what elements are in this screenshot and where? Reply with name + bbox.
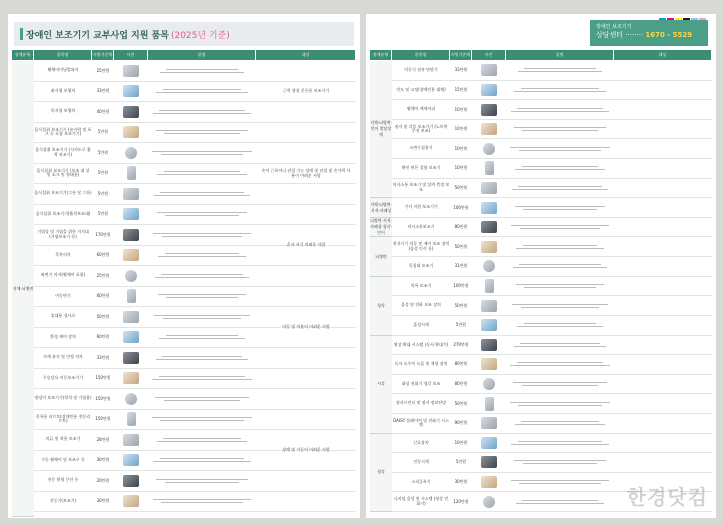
item-description xyxy=(148,348,256,368)
item-photo xyxy=(114,166,148,180)
support-amount: 5만원 xyxy=(97,149,109,155)
support-amount: 15만원 xyxy=(454,86,468,92)
item-description xyxy=(148,430,256,450)
item-name: 음성 및 전화 보조 장치 xyxy=(401,302,441,308)
item-description xyxy=(506,81,614,100)
item-photo xyxy=(114,495,148,507)
page-title xyxy=(14,28,230,41)
support-amount: 100만원 xyxy=(453,204,469,210)
item-photo-image xyxy=(125,147,137,159)
item-photo-image xyxy=(125,270,137,282)
item-description xyxy=(506,100,614,119)
target-description: 혼자 서기 어려운 사람 xyxy=(286,242,326,248)
item-description xyxy=(506,277,614,296)
header-accent-bar xyxy=(20,28,23,40)
item-name: 점자프린터 및 점자 정보단말 xyxy=(395,400,447,406)
support-amount: 50만원 xyxy=(454,243,468,249)
item-photo-image xyxy=(483,260,495,272)
item-description xyxy=(148,410,256,430)
table-row xyxy=(392,394,712,414)
item-photo xyxy=(472,260,506,272)
col-description: 설명 xyxy=(148,50,256,60)
support-amount: 50만원 xyxy=(454,184,468,190)
item-photo xyxy=(472,378,506,390)
item-photo-image xyxy=(481,339,497,351)
category-cell: 지체·뇌병변 xyxy=(12,61,34,517)
item-photo xyxy=(114,372,148,384)
support-amount: 50만원 xyxy=(96,313,110,319)
item-photo-image xyxy=(123,106,139,118)
item-photo xyxy=(472,143,506,155)
item-name: 수동 휠체어 및 보조구 등 xyxy=(41,456,85,462)
support-amount: 33만원 xyxy=(96,88,110,94)
item-photo xyxy=(114,289,148,303)
item-name: 목지형 보행차 xyxy=(50,108,76,114)
support-amount: 60만원 xyxy=(96,252,110,258)
item-description xyxy=(148,328,256,348)
item-photo xyxy=(114,434,148,446)
support-amount: 5만원 xyxy=(97,211,109,217)
item-description xyxy=(506,179,614,198)
item-photo xyxy=(472,339,506,351)
support-amount: 60만원 xyxy=(96,293,110,299)
table-row xyxy=(392,120,712,140)
item-photo-image xyxy=(123,188,139,200)
table-row xyxy=(392,434,712,454)
item-description xyxy=(148,82,256,102)
table-row xyxy=(392,257,712,277)
support-amount: 150만원 xyxy=(95,416,111,422)
item-photo xyxy=(472,202,506,214)
item-name: 전자기기 작동 및 제어 보조 장치 (음성 인식 등) xyxy=(392,241,450,251)
support-amount: 80만원 xyxy=(454,361,468,367)
left-table-body xyxy=(12,61,356,512)
table-row xyxy=(392,336,712,356)
item-photo-image xyxy=(127,412,136,426)
item-description xyxy=(506,414,614,433)
support-amount: 5만원 xyxy=(97,170,109,176)
col-photo: 사진 xyxy=(114,50,148,60)
item-name: 음식섭취 보조기기(흡착보조대) xyxy=(35,210,91,216)
left-table-header xyxy=(12,50,356,60)
item-name: 목침대 보조기 xyxy=(408,263,434,269)
table-row xyxy=(392,100,712,120)
item-description xyxy=(506,473,614,492)
support-amount: 80만원 xyxy=(454,224,468,230)
item-photo-image xyxy=(123,434,139,446)
item-photo-image xyxy=(123,126,139,138)
item-description xyxy=(506,296,614,315)
item-photo-image xyxy=(481,84,497,96)
item-name: 좌식형 보행차 xyxy=(50,87,76,93)
item-name: 기립틀 및 기립을 위한 지지대 (기립보조기 등) xyxy=(37,229,89,239)
item-description xyxy=(148,225,256,245)
item-description xyxy=(148,143,256,163)
item-name: 휴대용 경사로 xyxy=(50,313,76,319)
col-disability-type: 장애유형 xyxy=(370,50,392,60)
item-description xyxy=(506,434,614,453)
item-photo xyxy=(472,456,506,468)
category-cell: 뇌병변·지적·자폐성·청각·언어 xyxy=(370,218,392,238)
consult-center-line1: 장애인 보조기기 xyxy=(596,24,632,30)
item-photo-image xyxy=(123,495,139,507)
item-photo-image xyxy=(481,221,497,233)
support-amount: 10만원 xyxy=(454,126,468,132)
item-photo xyxy=(472,123,506,135)
item-photo xyxy=(114,106,148,118)
item-name: 의사소통 보조기 및 압력 측정 보조 xyxy=(392,182,450,192)
table-row xyxy=(392,159,712,179)
support-amount: 33만원 xyxy=(96,354,110,360)
item-photo-image xyxy=(123,372,139,384)
item-name: 음성시계 xyxy=(413,321,429,327)
support-amount: 10만원 xyxy=(454,165,468,171)
item-description xyxy=(148,246,256,266)
table-row xyxy=(392,316,712,336)
item-photo xyxy=(114,412,148,426)
item-description xyxy=(148,287,256,307)
item-name: 엉덩이 보조기기(착석 및 기립용) xyxy=(34,395,92,401)
support-amount: 80만원 xyxy=(454,381,468,387)
item-name: 화상 전화기 청각 보조 xyxy=(401,380,441,386)
item-description xyxy=(506,316,614,335)
col-photo: 사진 xyxy=(472,50,506,60)
support-amount: 10만원 xyxy=(454,106,468,112)
item-photo xyxy=(114,393,148,405)
item-description xyxy=(506,139,614,158)
item-photo-image xyxy=(127,166,136,180)
left-page-header xyxy=(14,22,354,46)
left-support-table xyxy=(12,50,356,512)
item-photo-image xyxy=(481,202,497,214)
item-photo xyxy=(114,229,148,241)
item-photo-image xyxy=(485,279,494,293)
support-amount: 10만원 xyxy=(454,439,468,445)
item-description xyxy=(148,164,256,184)
item-description xyxy=(506,120,614,139)
item-description xyxy=(506,375,614,394)
item-photo-image xyxy=(125,393,137,405)
category-cell: 뇌병변 xyxy=(370,237,392,276)
item-name: 확인 버튼 결합 보조기 xyxy=(401,165,441,171)
item-photo-image xyxy=(481,104,497,116)
item-name: 각도 및 고정(장애인용 대체) xyxy=(396,86,446,92)
support-amount: 10만원 xyxy=(454,145,468,151)
item-photo xyxy=(114,85,148,97)
item-name: 환경 제어 장치 xyxy=(50,333,76,339)
item-description xyxy=(506,198,614,217)
item-photo xyxy=(114,208,148,220)
support-amount: 150만원 xyxy=(95,375,111,381)
item-photo xyxy=(114,249,148,261)
item-photo xyxy=(472,358,506,370)
item-photo-image xyxy=(123,352,139,364)
item-photo xyxy=(114,65,148,77)
table-row xyxy=(392,375,712,395)
item-photo-image xyxy=(481,300,497,312)
page-title-text: 장애인 보조기기 교부사업 지원 품목 xyxy=(26,30,169,41)
item-photo xyxy=(472,437,506,449)
item-photo xyxy=(114,270,148,282)
col-support-amount: 지원기준액 xyxy=(92,50,114,60)
item-photo xyxy=(472,104,506,116)
item-name: 음식섭취 보조기기 (식사도구 흡착 보조기) xyxy=(35,147,91,157)
item-name: 좌변기 의자(휠체어 포함) xyxy=(40,272,86,278)
item-name: 목욕의자 xyxy=(55,251,71,257)
item-description xyxy=(148,61,256,81)
table-row xyxy=(392,61,712,81)
support-amount: 30만원 xyxy=(96,457,110,463)
item-photo xyxy=(114,188,148,200)
target-description: 근력 향상 운동용 보조기기 xyxy=(282,88,330,94)
item-description xyxy=(506,159,614,178)
item-photo xyxy=(114,311,148,323)
table-row xyxy=(392,296,712,316)
item-description xyxy=(148,266,256,286)
item-description xyxy=(506,336,614,355)
support-amount: 31만원 xyxy=(454,263,468,269)
table-row xyxy=(392,414,712,434)
item-description xyxy=(148,369,256,389)
col-target: 대상 xyxy=(614,50,712,60)
item-photo-image xyxy=(127,289,136,303)
item-photo-image xyxy=(483,496,495,508)
item-photo xyxy=(472,161,506,175)
item-photo xyxy=(472,241,506,253)
item-name: 의사소통보조기 xyxy=(407,223,435,229)
item-photo-image xyxy=(483,143,495,155)
item-photo-image xyxy=(481,64,497,76)
item-photo-image xyxy=(485,397,494,411)
support-amount: 5만원 xyxy=(97,129,109,135)
table-row xyxy=(392,179,712,199)
support-amount: 170만원 xyxy=(95,231,111,237)
item-photo-image xyxy=(481,437,497,449)
right-table-header xyxy=(370,50,712,60)
consult-center-box xyxy=(590,20,708,46)
item-description xyxy=(148,184,256,204)
item-photo-image xyxy=(481,182,497,194)
support-amount: 120만원 xyxy=(453,498,469,504)
table-row xyxy=(392,218,712,238)
item-photo xyxy=(114,331,148,343)
item-photo xyxy=(472,417,506,429)
item-photo-image xyxy=(123,208,139,220)
item-name: 목욕용 리프트(장애인용 전동리프트) xyxy=(35,413,91,424)
item-photo-image xyxy=(123,229,139,241)
item-name: 휠체어 액세서리 xyxy=(406,106,436,112)
col-item-name: 품목명 xyxy=(392,50,450,60)
category-cell: 지체·뇌병변·언어 발달장애 xyxy=(370,61,392,198)
right-page xyxy=(366,14,716,518)
item-photo xyxy=(472,496,506,508)
right-table-body xyxy=(370,61,712,512)
item-description xyxy=(148,451,256,471)
item-photo-image xyxy=(123,85,139,97)
page-title-year: (2025년 기준) xyxy=(170,30,230,41)
item-photo xyxy=(472,300,506,312)
item-photo-image xyxy=(481,241,497,253)
item-name: 휠체어미닛발퇴자 xyxy=(47,67,79,73)
support-amount: 5만원 xyxy=(97,190,109,196)
support-amount: 30만원 xyxy=(454,479,468,485)
item-description xyxy=(148,389,256,409)
item-name: 디지털 음성 및 시스템 (영상 전화기) xyxy=(393,496,449,506)
item-photo xyxy=(472,221,506,233)
item-description xyxy=(506,394,614,413)
support-amount: 33만원 xyxy=(454,67,468,73)
table-row xyxy=(392,355,712,375)
item-name: 진동시계 xyxy=(413,459,429,465)
support-amount: 50만원 xyxy=(454,302,468,308)
support-amount: 25만원 xyxy=(96,272,110,278)
item-photo xyxy=(114,126,148,138)
support-amount: 270만원 xyxy=(453,341,469,347)
support-amount: 30만원 xyxy=(96,498,110,504)
item-photo xyxy=(472,279,506,293)
support-amount: 50만원 xyxy=(454,400,468,406)
support-amount: 5만원 xyxy=(455,322,467,328)
table-row xyxy=(392,81,712,101)
support-amount: 90만원 xyxy=(454,420,468,426)
item-description xyxy=(506,61,614,80)
table-row xyxy=(392,453,712,473)
watermark: 한경닷컴 xyxy=(626,485,708,509)
item-name: 소변수집용기 xyxy=(409,145,433,151)
item-description xyxy=(506,355,614,374)
table-row xyxy=(392,139,712,159)
item-photo-image xyxy=(485,161,494,175)
item-name: 의류 및 착용 보조기 xyxy=(45,436,81,442)
target-description: 손이 근육이나 관절 기능 장애 및 관절 및 손가락 사용이 어려운 사람 xyxy=(261,167,351,178)
item-name: 소리증폭기 xyxy=(411,478,431,484)
item-name: 신호장치 xyxy=(413,439,429,445)
item-photo xyxy=(114,352,148,364)
category-cell: 청각 xyxy=(370,277,392,336)
consult-center-label: 상담센터 xyxy=(596,31,624,39)
item-name: 점자 및 각종 보조기기 (노트북 무선 보조) xyxy=(394,123,448,134)
item-name: DAISY 플레이어 및 전화기 시스템 xyxy=(393,417,449,428)
item-photo-image xyxy=(483,378,495,390)
item-name: 진동기(보조기) xyxy=(49,497,77,503)
item-description xyxy=(148,307,256,327)
item-description xyxy=(506,237,614,256)
consult-center-phone: 1670 - 5529 xyxy=(645,31,693,39)
item-name: 독서 도우미 녹음 및 재생 장치 xyxy=(394,361,448,367)
item-photo-image xyxy=(481,123,497,135)
item-name: 음식섭취 보조기기(그릇 및 그릇) xyxy=(34,190,92,196)
item-name: 이동변기 xyxy=(55,292,71,298)
item-photo xyxy=(472,476,506,488)
right-support-table xyxy=(370,50,712,512)
support-amount: 28만원 xyxy=(96,436,110,442)
item-photo-image xyxy=(123,311,139,323)
item-photo-image xyxy=(481,456,497,468)
target-description: 이동 및 이용이 어려운 사람 xyxy=(282,324,330,330)
support-amount: 150만원 xyxy=(95,395,111,401)
item-name: 영상 확대 시스템 (독서 확대기) xyxy=(393,341,449,347)
category-cell: 지체·뇌병변·지적·자폐성 xyxy=(370,198,392,218)
table-row xyxy=(392,277,712,297)
consult-center-line2: 상담센터 ········ 1670 - 5529 xyxy=(596,31,693,39)
category-cell: 청각 xyxy=(370,434,392,512)
item-name: 음식섭취 보조기기 (숟가락 및 포크 등 포함 보조기기) xyxy=(34,126,92,137)
item-photo xyxy=(114,475,148,487)
item-description xyxy=(148,102,256,122)
col-target: 대상 xyxy=(256,50,356,60)
item-photo-image xyxy=(481,319,497,331)
table-row xyxy=(392,198,712,218)
item-photo-image xyxy=(123,331,139,343)
item-name: 목욕 보조기 xyxy=(410,282,432,288)
item-photo xyxy=(472,64,506,76)
support-amount: 5만원 xyxy=(455,459,467,465)
item-description xyxy=(148,205,256,225)
item-photo-image xyxy=(123,454,139,466)
col-description: 설명 xyxy=(506,50,614,60)
item-photo xyxy=(472,319,506,331)
support-amount: 60만원 xyxy=(96,334,110,340)
item-description xyxy=(506,218,614,237)
support-amount: 40만원 xyxy=(96,108,110,114)
item-photo-image xyxy=(123,475,139,487)
item-name: 자세 유지 및 안정 의자 xyxy=(43,354,83,360)
col-support-amount: 지원기준액 xyxy=(450,50,472,60)
item-photo-image xyxy=(123,249,139,261)
item-photo xyxy=(472,397,506,411)
item-description xyxy=(506,453,614,472)
table-row xyxy=(392,237,712,257)
item-description xyxy=(506,492,614,511)
support-amount: 20만원 xyxy=(96,477,110,483)
item-name: 기저 지원 보조기기 xyxy=(404,204,438,210)
item-name: 진동 원형 쿠션 등 xyxy=(47,477,79,483)
support-amount: 100만원 xyxy=(453,282,469,288)
item-description xyxy=(506,257,614,276)
target-description: 장애 및 가동이 어려운 사람 xyxy=(282,447,330,453)
category-cell: 시각 xyxy=(370,336,392,434)
col-disability-type: 장애유형 xyxy=(12,50,34,60)
col-item-name: 품목명 xyxy=(34,50,92,60)
item-photo xyxy=(114,147,148,159)
item-photo-image xyxy=(123,65,139,77)
item-description xyxy=(148,471,256,491)
item-description xyxy=(148,123,256,143)
left-page xyxy=(8,14,360,518)
item-name: 음식섭취 보조기기 (보조 대 상 및 포크 및 형태용) xyxy=(36,167,90,178)
item-photo xyxy=(114,454,148,466)
item-photo-image xyxy=(481,417,497,429)
item-description xyxy=(148,492,256,512)
item-photo xyxy=(472,182,506,194)
item-photo-image xyxy=(481,476,497,488)
item-photo xyxy=(472,84,506,96)
item-photo-image xyxy=(481,358,497,370)
item-name: 무릎담요 이동보조기기 xyxy=(43,374,83,380)
item-name: 이동식 점자 단말기 xyxy=(404,67,438,72)
support-amount: 25만원 xyxy=(96,67,110,73)
